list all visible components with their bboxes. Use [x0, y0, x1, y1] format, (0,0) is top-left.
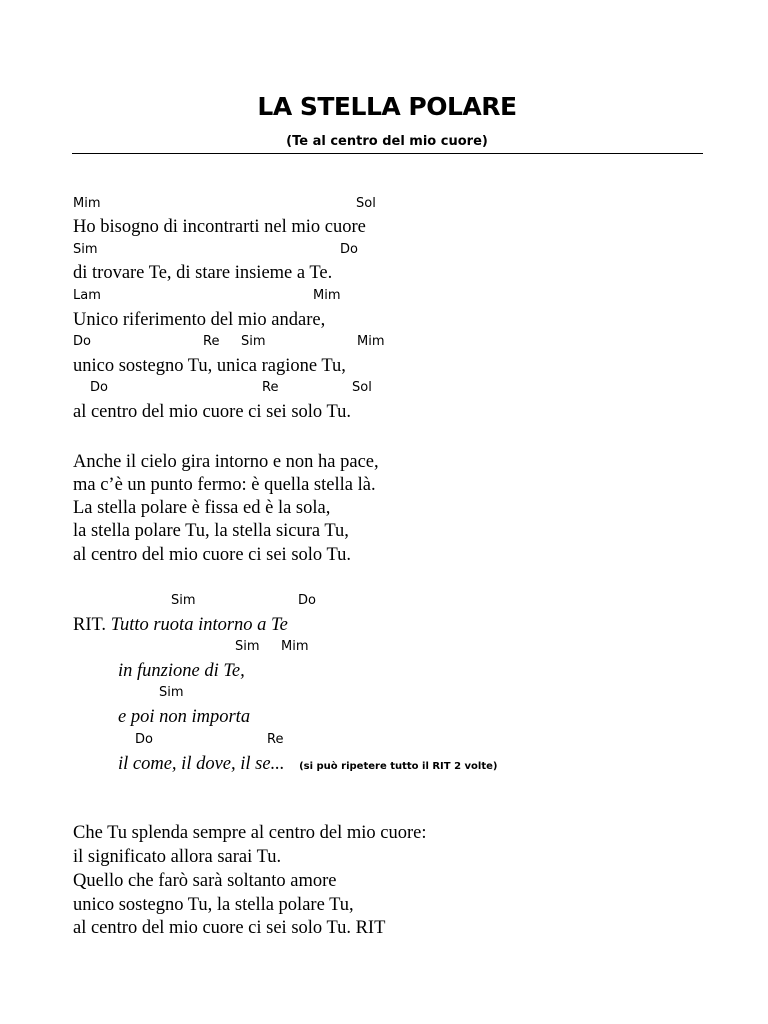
chorus-text: il come, il dove, il se... [118, 754, 285, 774]
lyric-line: di trovare Te, di stare insieme a Te. [73, 263, 333, 283]
chord: Do [340, 242, 358, 257]
chord: Sim [171, 593, 196, 608]
chord: Do [90, 380, 108, 395]
lyric-line: Quello che farò sarà soltanto amore [73, 871, 337, 891]
song-subtitle: (Te al centro del mio cuore) [286, 134, 488, 149]
title-divider [72, 153, 703, 154]
chord: Re [203, 334, 220, 349]
chord: Lam [73, 288, 101, 303]
chord: Sim [73, 242, 98, 257]
chord: Mim [73, 196, 101, 211]
chorus-line: in funzione di Te, [118, 661, 245, 681]
chorus-line: e poi non importa [118, 707, 251, 727]
chord: Mim [357, 334, 385, 349]
chorus-text: Tutto ruota intorno a Te [110, 615, 288, 635]
lyric-line: Anche il cielo gira intorno e non ha pace, [73, 452, 379, 472]
song-title: LA STELLA POLARE [257, 92, 517, 121]
chord: Re [267, 732, 284, 747]
lyric-line: La stella polare è fissa ed è la sola, [73, 498, 331, 518]
chorus-line [118, 753, 497, 778]
lyric-line: al centro del mio cuore ci sei solo Tu. RIT [73, 918, 386, 938]
lyric-line: unico sostegno Tu, la stella polare Tu, [73, 895, 354, 915]
chord: Sol [356, 196, 376, 211]
chord: Sol [352, 380, 372, 395]
lyric-line: la stella polare Tu, la stella sicura Tu, [73, 521, 349, 541]
chord: Sim [235, 639, 260, 654]
repeat-note: (si può ripetere tutto il RIT 2 volte) [299, 761, 498, 772]
lyric-line: Unico riferimento del mio andare, [73, 310, 326, 330]
chorus-label: RIT. [73, 615, 107, 635]
chord: Sim [159, 685, 184, 700]
lyric-line: unico sostegno Tu, unica ragione Tu, [73, 356, 346, 376]
lyric-line: al centro del mio cuore ci sei solo Tu. [73, 545, 351, 565]
chord: Do [135, 732, 153, 747]
lyric-line: Ho bisogno di incontrarti nel mio cuore [73, 217, 366, 237]
chord: Do [73, 334, 91, 349]
chord: Re [262, 380, 279, 395]
chorus-line [73, 614, 288, 636]
chord: Mim [281, 639, 309, 654]
chord: Do [298, 593, 316, 608]
chord: Sim [241, 334, 266, 349]
lyric-line: ma c’è un punto fermo: è quella stella là. [73, 475, 376, 495]
lyric-line: il significato allora sarai Tu. [73, 847, 282, 867]
lyric-line: Che Tu splenda sempre al centro del mio cuore: [73, 823, 427, 843]
chord: Mim [313, 288, 341, 303]
lyric-line: al centro del mio cuore ci sei solo Tu. [73, 402, 351, 422]
